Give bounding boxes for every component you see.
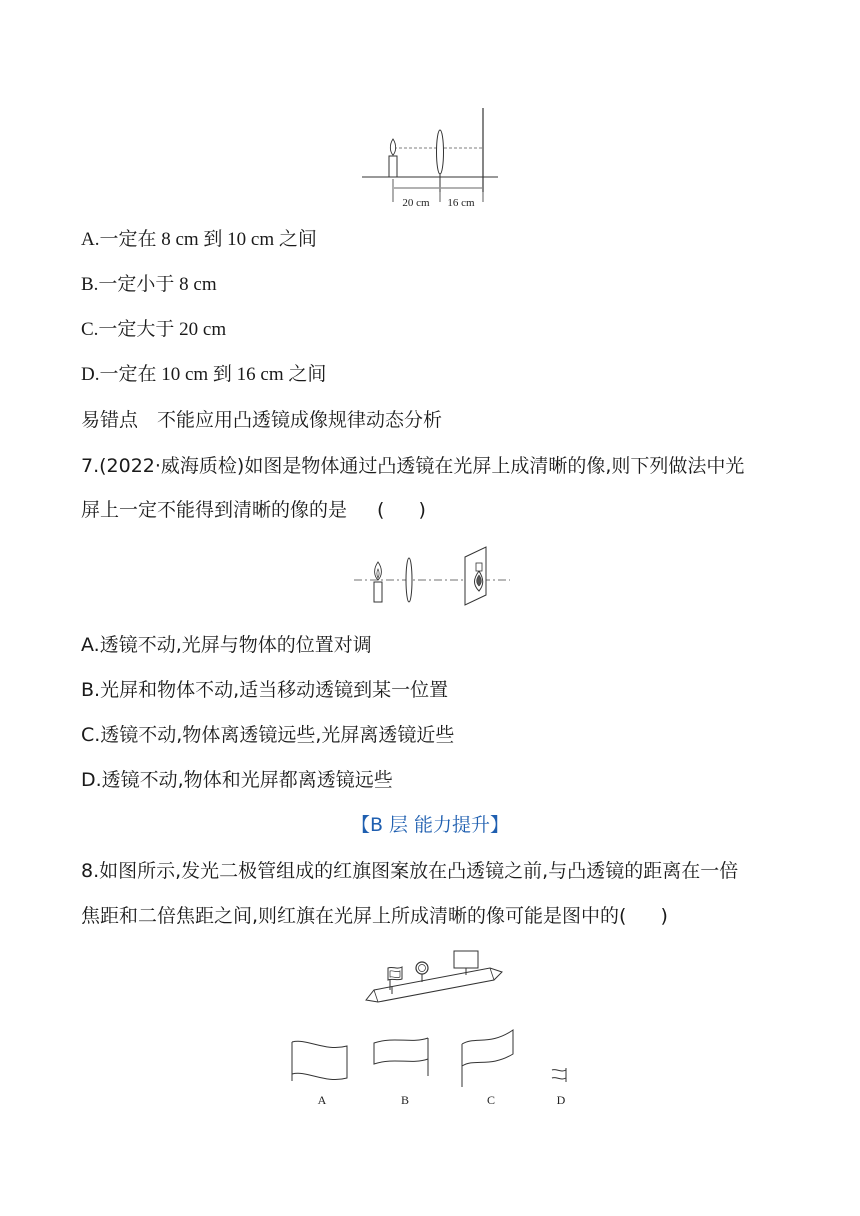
choice-b-flag xyxy=(374,1038,428,1076)
figure-candle-lens-screen xyxy=(360,106,500,210)
q6-option-a[interactable]: A.一定在 8 cm 到 10 cm 之间 xyxy=(81,229,317,250)
q7-option-b[interactable]: B.光屏和物体不动,适当移动透镜到某一位置 xyxy=(81,679,449,701)
note-heading: 易错点 不能应用凸透镜成像规律动态分析 xyxy=(81,409,443,431)
q6-option-b[interactable]: B.一定小于 8 cm xyxy=(81,274,217,295)
choice-c-flag xyxy=(462,1030,513,1087)
distance-label-image: 16 cm xyxy=(447,197,475,209)
choice-b-label: B xyxy=(400,1093,410,1107)
q7-answer-paren-open: ( xyxy=(377,499,385,521)
q7-answer-paren-close: ) xyxy=(418,499,426,521)
q7-option-c[interactable]: C.透镜不动,物体离透镜远些,光屏离透镜近些 xyxy=(81,724,455,746)
figure-answer-choices xyxy=(285,1026,585,1110)
figure-optical-bench xyxy=(362,946,507,1008)
section-b-heading: 【B 层 能力提升】 xyxy=(350,814,510,836)
q6-option-d[interactable]: D.一定在 10 cm 到 16 cm 之间 xyxy=(81,364,327,385)
choice-c-label: C xyxy=(486,1093,496,1107)
q6-option-c[interactable]: C.一定大于 20 cm xyxy=(81,319,227,340)
choice-d-label: D xyxy=(556,1093,566,1107)
choice-a-label: A xyxy=(317,1093,327,1107)
q7-stem-line2 xyxy=(81,497,426,523)
q7-option-a[interactable]: A.透镜不动,光屏与物体的位置对调 xyxy=(81,634,372,656)
q7-stem-text: 屏上一定不能得到清晰的像的是 xyxy=(81,499,348,521)
q8-stem-line1: 8.如图所示,发光二极管组成的红旗图案放在凸透镜之前,与凸透镜的距离在一倍 xyxy=(81,860,739,882)
choice-d-flag xyxy=(552,1068,566,1082)
q8-stem-text: 焦距和二倍焦距之间,则红旗在光屏上所成清晰的像可能是图中的 xyxy=(81,905,620,927)
figure-lens-image-on-screen xyxy=(352,545,512,607)
choice-a-flag xyxy=(292,1041,347,1081)
q8-answer-paren-close: ) xyxy=(660,905,668,927)
q8-answer-paren-open: ( xyxy=(619,905,627,927)
q7-stem-line1: 7.(2022·威海质检)如图是物体通过凸透镜在光屏上成清晰的像,则下列做法中光 xyxy=(81,455,745,477)
q8-stem-line2 xyxy=(81,903,668,929)
distance-label-object: 20 cm xyxy=(402,197,430,209)
q7-option-d[interactable]: D.透镜不动,物体和光屏都离透镜远些 xyxy=(81,769,393,791)
